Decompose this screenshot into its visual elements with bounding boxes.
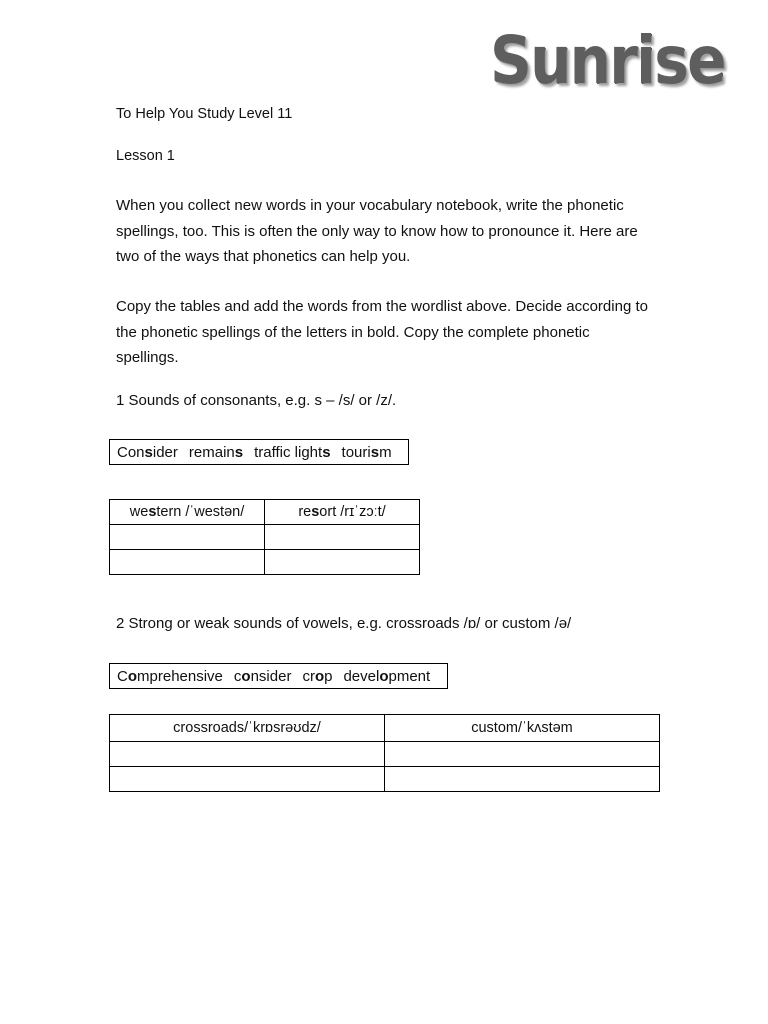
instructions-paragraph (116, 294, 676, 371)
table-row (110, 550, 420, 575)
lesson-heading: Lesson 1 (116, 148, 175, 164)
section1-word-box (109, 439, 409, 465)
table-header-cell: custom/ˈkʌstəm (385, 715, 660, 742)
word-item: traffic lights (254, 443, 331, 461)
table-row (110, 525, 420, 550)
word-item: consider (233, 667, 292, 685)
word-item: Comprehensive (117, 667, 223, 685)
table-cell (110, 550, 265, 575)
word-item: crop (302, 667, 333, 685)
section2-word-box (109, 663, 448, 689)
table-cell (110, 525, 265, 550)
table-header-row (110, 500, 420, 525)
instructions-line: spellings. (116, 349, 179, 366)
document-title: To Help You Study Level 11 (116, 106, 293, 122)
table-header-cell: resort /rɪˈzɔːt/ (265, 500, 420, 525)
table-cell (110, 767, 385, 792)
intro-line: spellings, too. This is often the only way to know how to pronounce it. Here are (116, 222, 638, 240)
instructions-line: the phonetic spellings of the letters in bold. Copy the complete phonetic (116, 323, 590, 341)
section2-table (109, 714, 660, 792)
table-header-cell: western /ˈwestən/ (110, 500, 265, 525)
word-item: development (343, 667, 431, 685)
table-header-row (110, 715, 660, 742)
table-row (110, 767, 660, 792)
section2-heading: 2 Strong or weak sounds of vowels, e.g. crossroads /ɒ/ or custom /ə/ (116, 615, 572, 632)
table-cell (265, 550, 420, 575)
word-item: tourism (341, 443, 392, 461)
table-header-cell: crossroads/ˈkrɒsrəʊdz/ (110, 715, 385, 742)
intro-line: When you collect new words in your vocabulary notebook, write the phonetic (116, 197, 624, 214)
section1-heading: 1 Sounds of consonants, e.g. s – /s/ or /z/. (116, 392, 397, 409)
instructions-line: Copy the tables and add the words from the wordlist above. Decide according to (116, 298, 648, 315)
intro-line: two of the ways that phonetics can help you. (116, 248, 411, 265)
intro-paragraph (116, 193, 676, 270)
word-item: remains (188, 443, 244, 461)
sunrise-logo: Sunrise (490, 22, 725, 99)
table-cell (385, 742, 660, 767)
table-cell (110, 742, 385, 767)
section1-table (109, 499, 420, 575)
word-item: Consider (117, 443, 178, 461)
table-cell (385, 767, 660, 792)
table-cell (265, 525, 420, 550)
table-row (110, 742, 660, 767)
